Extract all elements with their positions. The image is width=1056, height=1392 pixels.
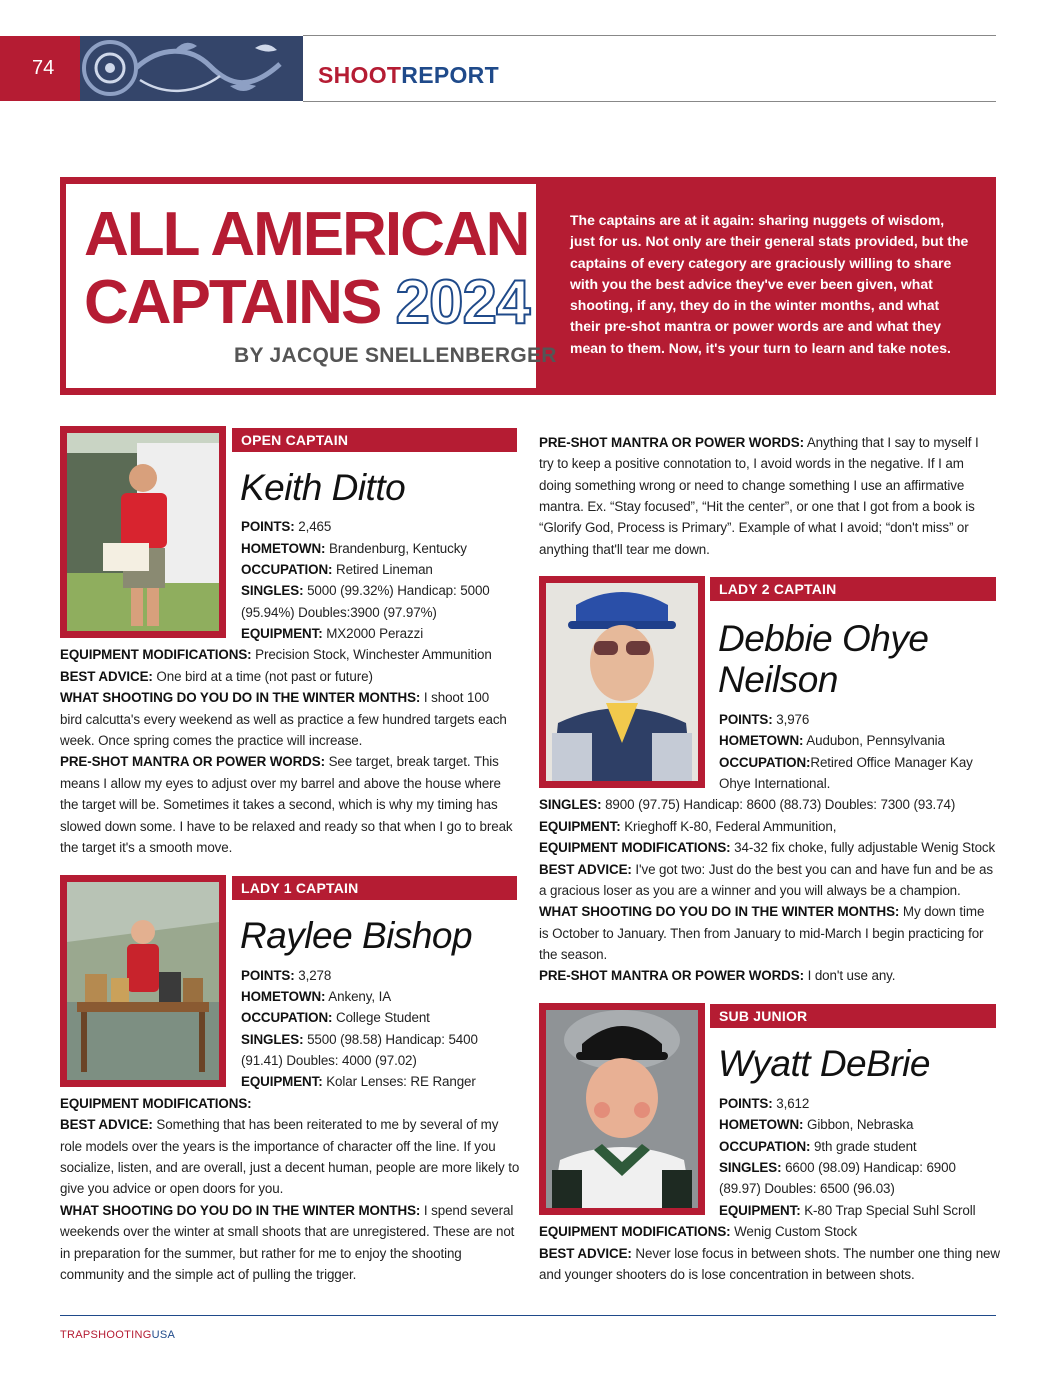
lady1-singles: SINGLES: 5500 (98.58) Handicap: 5400: [241, 1032, 478, 1047]
lady1-winter-l2: weekends over the winter at small shoots that are unregistered. These are not: [60, 1224, 515, 1239]
name-keith-ditto: Keith Ditto: [240, 467, 406, 508]
name-wyatt-debrie: Wyatt DeBrie: [718, 1043, 930, 1084]
footer-rule: [60, 1315, 996, 1316]
photo-lady2-captain-image: [546, 583, 698, 781]
open-singles: SINGLES: 5000 (99.32%) Handicap: 5000: [241, 583, 490, 598]
subjunior-occupation: OCCUPATION: 9th grade student: [719, 1139, 917, 1154]
article-title-line1: ALL AMERICAN: [84, 200, 529, 269]
section-title: SHOOTREPORT: [318, 62, 499, 88]
intro-paragraph: The captains are at it again: sharing nuggets of wisdom, just for us. Not only are their general stats provided, but the captains of every category are graciously willing to share with you the best advice they've ever been given, what shooting, if any, they do in the winter months, and what their pre-shot mantra or power words are and what they mean to them. Now, it's your turn to learn and take notes.: [570, 212, 969, 356]
lady2-best-advice-l2: a gracious loser as you are a winner and you will always be a champion.: [539, 883, 961, 898]
lady1-winter-l4: community and the simple act of pulling the trigger.: [60, 1267, 357, 1282]
open-mantra: PRE-SHOT MANTRA OR POWER WORDS: See target, break target. This: [60, 754, 499, 769]
subjunior-best-advice: BEST ADVICE: Never lose focus in between shots. The number one thing new: [539, 1246, 1000, 1261]
open-mantra-l2: means I allow my eyes to adjust over my barrel and above the house where: [60, 776, 501, 791]
name-raylee-bishop: Raylee Bishop: [240, 915, 473, 956]
lady2-equipment-mods: EQUIPMENT MODIFICATIONS: 34-32 fix choke, fully adjustable Wenig Stock: [539, 840, 996, 855]
category-open-captain: OPEN CAPTAIN: [232, 428, 517, 452]
category-lady2-captain: LADY 2 CAPTAIN: [710, 577, 996, 601]
open-mantra-l5: the target it's a smooth move.: [60, 840, 233, 855]
name-debbie-ohye: Debbie Ohye: [718, 618, 929, 659]
decorative-ornament-banner: [80, 36, 303, 101]
lady2-equipment: EQUIPMENT: Krieghoff K-80, Federal Ammunition,: [539, 819, 837, 834]
open-mantra-l3: the target will be. Sometimes it takes a second, which is why my timing has: [60, 797, 498, 812]
open-hometown: HOMETOWN: Brandenburg, Kentucky: [241, 541, 467, 556]
lady2-winter: WHAT SHOOTING DO YOU DO IN THE WINTER MONTHS: My down time: [539, 904, 985, 919]
photo-lady1-captain: [60, 875, 226, 1087]
lady2-mantra: PRE-SHOT MANTRA OR POWER WORDS: I don't use any.: [539, 968, 896, 983]
lady2-winter-l2: is October to January. Then from January to mid-March I begin practicing for: [539, 926, 984, 941]
lady1-occupation: OCCUPATION: College Student: [241, 1010, 430, 1025]
lady1-points: POINTS: 3,278: [241, 968, 332, 983]
photo-lady1-captain-image: [67, 882, 219, 1080]
open-winter: WHAT SHOOTING DO YOU DO IN THE WINTER MONTHS: I shoot 100: [60, 690, 490, 705]
page-number: 74: [0, 36, 80, 101]
subjunior-best-advice-l2: and younger shooters do is lose concentration in between shots.: [539, 1267, 915, 1282]
lady2-points: POINTS: 3,976: [719, 712, 810, 727]
lady1-equipment-mods: EQUIPMENT MODIFICATIONS:: [60, 1096, 252, 1111]
open-equipment-mods: EQUIPMENT MODIFICATIONS: Precision Stock, Winchester Ammunition: [60, 647, 492, 662]
category-sub-junior: SUB JUNIOR: [710, 1004, 996, 1028]
name-neilson: Neilson: [718, 659, 838, 700]
photo-open-captain: [60, 426, 226, 638]
lady1-hometown: HOMETOWN: Ankeny, IA: [241, 989, 392, 1004]
subjunior-singles-cont: (89.97) Doubles: 6500 (96.03): [719, 1181, 895, 1196]
byline: BY JACQUE SNELLENBERGER: [234, 344, 557, 367]
open-mantra-continued-l3: doing something wrong or need to change something I use an affirmative: [539, 478, 965, 493]
open-winter-l2: bird calcutta's every weekend as well as practice a few hundred targets each: [60, 712, 507, 727]
lady2-best-advice: BEST ADVICE: I've got two: Just do the best you can and have fun and be as: [539, 862, 993, 877]
article-title-line2: CAPTAINS 2024: [84, 268, 530, 337]
photo-lady2-captain: [539, 576, 705, 788]
photo-open-captain-image: [67, 433, 219, 631]
subjunior-singles: SINGLES: 6600 (98.09) Handicap: 6900: [719, 1160, 956, 1175]
footer-publication: TRAPSHOOTINGUSA: [60, 1329, 176, 1341]
lady2-singles: SINGLES: 8900 (97.75) Handicap: 8600 (88.73) Doubles: 7300 (93.74): [539, 797, 956, 812]
lady1-winter: WHAT SHOOTING DO YOU DO IN THE WINTER MONTHS: I spend several: [60, 1203, 514, 1218]
lady1-best-advice: BEST ADVICE: Something that has been reiterated to me by several of my: [60, 1117, 499, 1132]
photo-sub-junior-image: [546, 1010, 698, 1208]
open-equipment: EQUIPMENT: MX2000 Perazzi: [241, 626, 424, 641]
lady2-occupation-cont: Ohye International.: [719, 776, 831, 791]
photo-sub-junior: [539, 1003, 705, 1215]
open-mantra-l4: slowed down some. I have to be relaxed and ready so that when I go to break: [60, 819, 513, 834]
lady2-hometown: HOMETOWN: Audubon, Pennsylvania: [719, 733, 945, 748]
open-singles-cont: (95.94%) Doubles:3900 (97.97%): [241, 605, 437, 620]
subjunior-equipment: EQUIPMENT: K-80 Trap Special Suhl Scroll: [719, 1203, 976, 1218]
lady1-best-advice-l3: socialize, listen, and are overall, just a decent human, people are more likely to: [60, 1160, 520, 1175]
subjunior-points: POINTS: 3,612: [719, 1096, 810, 1111]
open-best-advice: BEST ADVICE: One bird at a time (not past or future): [60, 669, 373, 684]
lady2-winter-l3: the season.: [539, 947, 608, 962]
open-mantra-continued: PRE-SHOT MANTRA OR POWER WORDS: Anything that I say to myself I: [539, 435, 979, 450]
open-mantra-continued-l5: “Glorify God, Process is Primary”. Example of what I avoid; “don't miss” or: [539, 520, 969, 535]
subjunior-hometown: HOMETOWN: Gibbon, Nebraska: [719, 1117, 914, 1132]
open-mantra-continued-l6: anything that'll tear me down.: [539, 542, 710, 557]
open-mantra-continued-l4: mantra. Ex. “Stay focused”, “Hit the center”, or one that I got from a book is: [539, 499, 975, 514]
lady1-best-advice-l4: give you advice or open doors for you.: [60, 1181, 284, 1196]
open-winter-l3: week. Once spring comes the practice will increase.: [60, 733, 363, 748]
header-rule-bottom: [303, 101, 996, 102]
open-points: POINTS: 2,465: [241, 519, 332, 534]
lady2-occupation: OCCUPATION:Retired Office Manager Kay: [719, 755, 973, 770]
subjunior-equipment-mods: EQUIPMENT MODIFICATIONS: Wenig Custom Stock: [539, 1224, 858, 1239]
open-occupation: OCCUPATION: Retired Lineman: [241, 562, 433, 577]
lady1-winter-l3: in preparation for the summer, but rather for me to enjoy the shooting: [60, 1246, 462, 1261]
header-rule-top: [303, 35, 996, 36]
open-mantra-continued-l2: try to keep a positive connotation to, I avoid words in the negative. If I am: [539, 456, 964, 471]
article-title-year: 2024: [395, 268, 530, 337]
ornament-graphic: [80, 36, 303, 101]
lady1-equipment: EQUIPMENT: Kolar Lenses: RE Ranger: [241, 1074, 476, 1089]
lady1-singles-cont: (91.41) Doubles: 4000 (97.02): [241, 1053, 417, 1068]
category-lady1-captain: LADY 1 CAPTAIN: [232, 876, 517, 900]
lady1-best-advice-l2: role models over the years is the importance of character off the line. If you: [60, 1139, 496, 1154]
